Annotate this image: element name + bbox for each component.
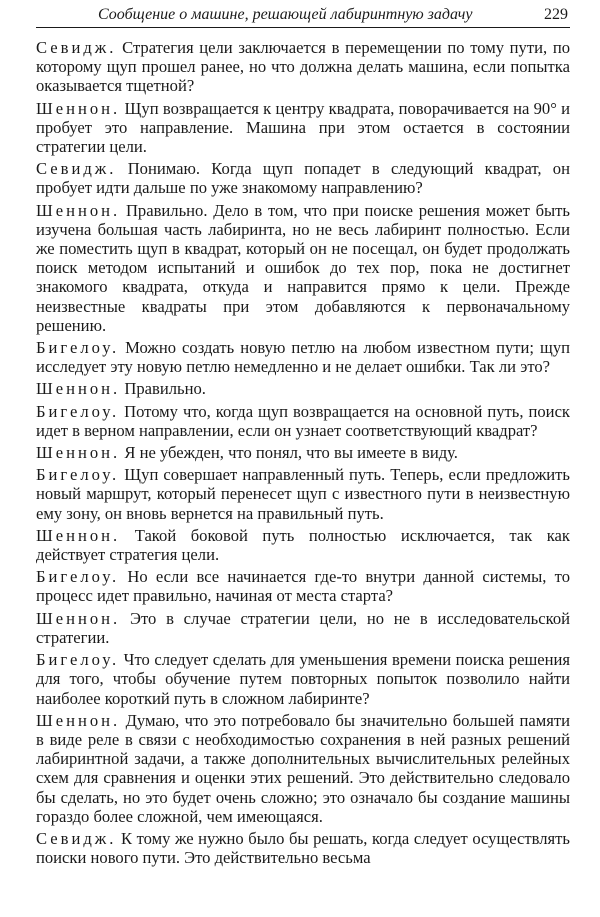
dialogue-text (36, 38, 570, 867)
page-number: 229 (544, 6, 568, 23)
speaker-name: Шеннон. (36, 710, 121, 730)
dialogue-paragraph (36, 443, 570, 462)
dialogue-paragraph (36, 38, 570, 96)
speech-text: Понимаю. Когда щуп попадет в следующий квадрат, он пробует идти дальше по уже знакомому направлению? (36, 159, 570, 198)
speech-text: Что следует сделать для уменьшения времени поиска решения для того, чтобы обучение путем повторных попыток позволило найти наиболее короткий путь в сложном лабиринте? (36, 650, 570, 708)
dialogue-paragraph (36, 159, 570, 197)
speech-text: Щуп возвращается к центру квадрата, поворачивается на 90° и пробует это направление. Машина при этом остается в состоянии стратегии цели. (36, 98, 570, 157)
dialogue-paragraph (36, 711, 570, 826)
dialogue-paragraph (36, 609, 570, 647)
speech-text: Правильно. Дело в том, что при поиске решения может быть изучена большая часть лабиринта, но не весь лабиринт полностью. Если же поместить щуп в квадрат, который он не посещал, он будет продолжать поиск методом испытаний и ошибок до тех пор, пока не достигнет знакомого квадрата, откуда и направится прямо к цели. Прежде неизвестные квадраты при этом добавляются к первоначальному решению. (36, 200, 570, 335)
running-title: Сообщение о машине, решающей лабиринтную задачу (98, 6, 473, 23)
speaker-name: Шеннон. (36, 525, 121, 545)
speech-text: Щуп совершает направленный путь. Теперь, если предложить новый маршрут, который перенесет щуп с известного пути в неизвестную ему зону, он вновь вернется на правильный путь. (36, 465, 571, 523)
speaker-name: Бигелоу. (36, 338, 120, 358)
speaker-name: Севидж. (36, 828, 117, 848)
speaker-name: Севидж. (36, 38, 117, 57)
speaker-name: Шеннон. (36, 200, 121, 220)
dialogue-paragraph (36, 650, 570, 708)
speech-text: Потому что, когда щуп возвращается на основной путь, поиск идет в верном направлении, если он узнает соответствующий квадрат? (36, 401, 570, 440)
dialogue-paragraph (36, 829, 570, 867)
speaker-name: Шеннон. (36, 98, 121, 118)
running-header (36, 0, 570, 28)
dialogue-paragraph (36, 402, 570, 440)
speech-text: Думаю, что это потребовало бы значительно большей памяти в виде реле в связи с необходимостью сохранения в ней разных решений лабиринтной задачи, а также дополнительных вычислительных релейных схем для сравнения и оценки этих решений. Это действительно следовало бы сделать, но это будет очень сложно; это означало бы создание машины гораздо более сложной, чем имеющаяся. (36, 710, 570, 826)
dialogue-paragraph (36, 201, 570, 335)
dialogue-paragraph (36, 526, 570, 564)
speech-text: Стратегия цели заключается в перемещении по тому пути, по которому щуп прошел ранее, но что должна делать машина, если попытка оказывается тщетной? (36, 38, 570, 96)
dialogue-paragraph (36, 338, 570, 376)
speaker-name: Шеннон. (36, 379, 121, 399)
speech-text: Но если все начинается где-то внутри данной системы, то процесс идет правильно, начиная от места старта? (36, 567, 570, 606)
speaker-name: Бигелоу. (36, 567, 120, 587)
speaker-name: Бигелоу. (36, 465, 120, 485)
dialogue-paragraph (36, 99, 570, 157)
speech-text: К тому же нужно было бы решать, когда следует осуществлять поиски нового пути. Это действительно весьма (36, 828, 570, 868)
speech-text: Можно создать новую петлю на любом известном пути; щуп исследует эту новую петлю немедленно и не делает ошибки. Так ли это? (36, 338, 570, 377)
speaker-name: Бигелоу. (36, 650, 120, 670)
dialogue-paragraph (36, 567, 570, 605)
speaker-name: Севидж. (36, 159, 117, 179)
speaker-name: Шеннон. (36, 608, 121, 628)
speech-text: Это в случае стратегии цели, но не в исследовательской стратегии. (36, 608, 570, 647)
speaker-name: Бигелоу. (36, 401, 120, 421)
speech-text: Такой боковой путь полностью исключается, так как действует стратегия цели. (36, 525, 570, 565)
dialogue-paragraph (36, 379, 570, 398)
speech-text: Я не убежден, что понял, что вы имеете в виду. (124, 443, 458, 463)
speaker-name: Шеннон. (36, 443, 121, 463)
speech-text: Правильно. (124, 379, 206, 399)
dialogue-paragraph (36, 465, 570, 523)
